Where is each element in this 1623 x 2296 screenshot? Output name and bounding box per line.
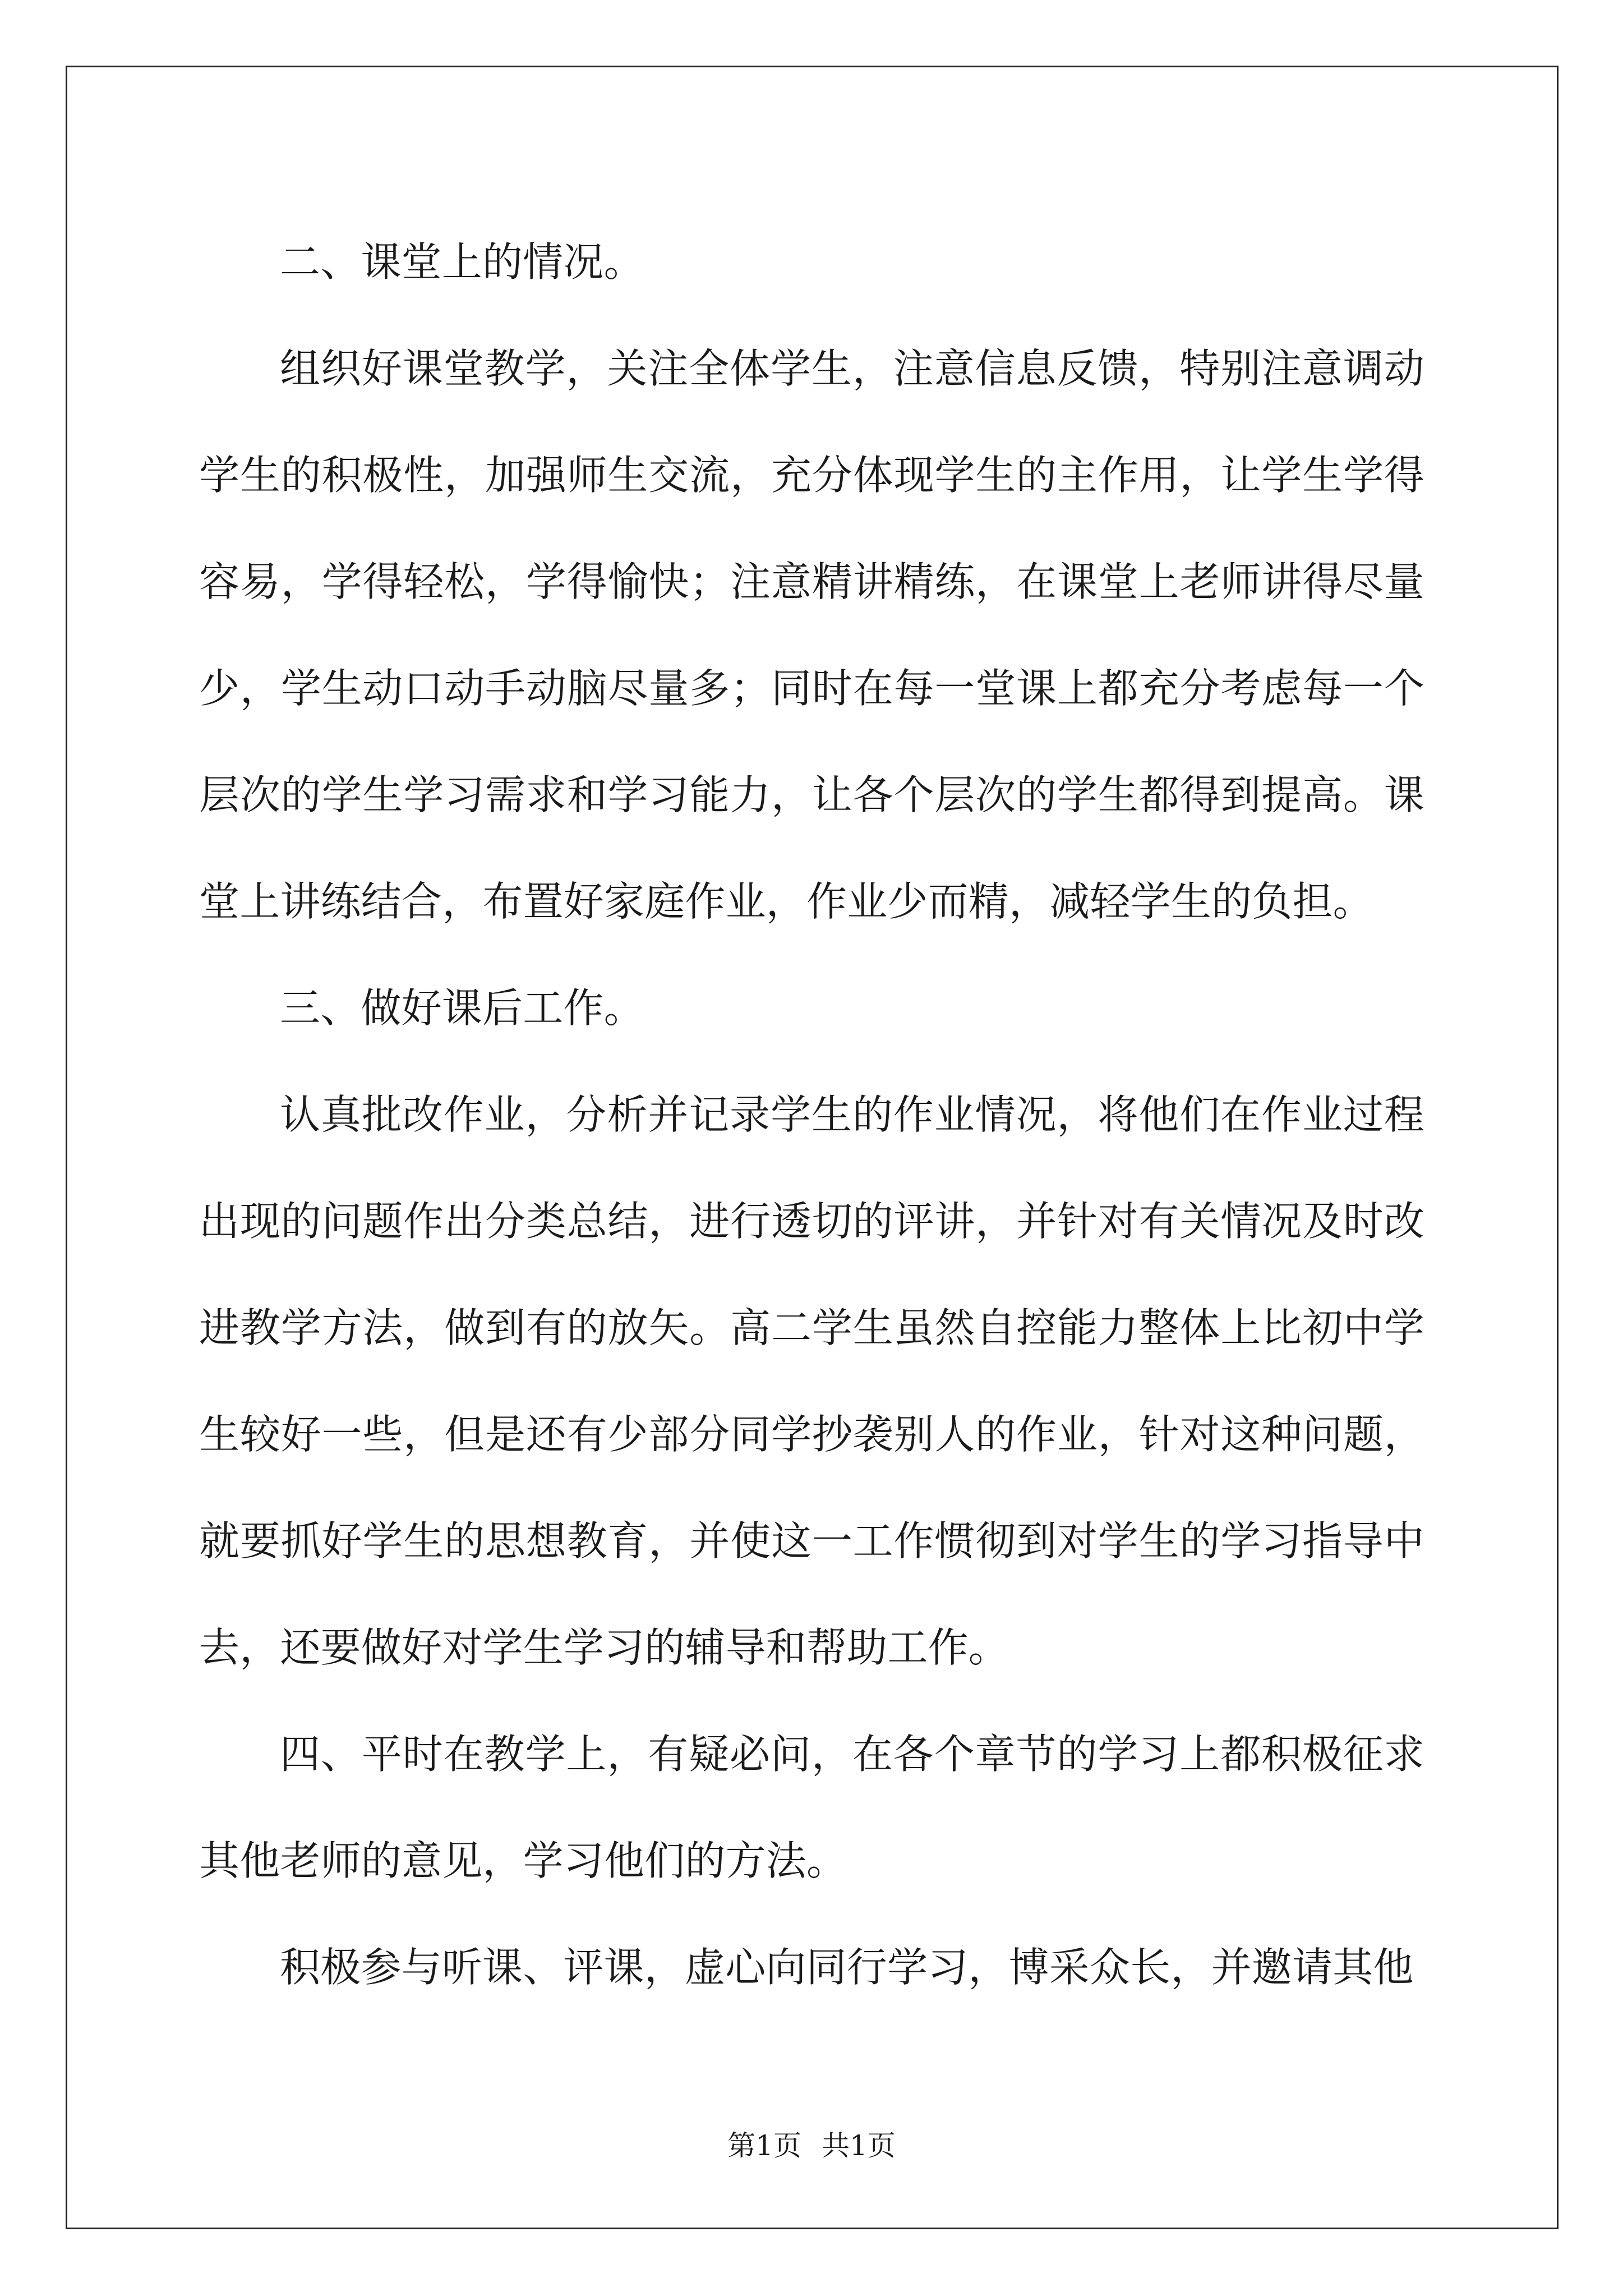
- paragraph-homework-correction: 认真批改作业，分析并记录学生的作业情况，将他们在作业过程出现的问题作出分类总结，进行透切的评讲，并针对有关情况及时改进教学方法，做到有的放矢。高二学生虽然自控能力整体上比初中学生较好一些，但是还有少部分同学抄袭别人的作业，针对这种问题，就要抓好学生的思想教育，并使这一工作惯彻到对学生的学习指导中去，还要做好对学生学习的辅导和帮助工作。: [199, 1091, 1424, 1671]
- section-heading-after-class: 三、做好课后工作。: [280, 984, 644, 1032]
- page-total: 共1页: [822, 2129, 896, 2162]
- page-number: 第1页: [727, 2129, 801, 2162]
- section-heading-daily-teaching: 四、平时在教学上，有疑必问，在各个章节的学习上都积极征求其他老师的意见，学习他们的方法。: [199, 1731, 1424, 1884]
- section-heading-classroom: 二、课堂上的情况。: [280, 238, 644, 286]
- paragraph-classroom-teaching: 组织好课堂教学，关注全体学生，注意信息反馈，特别注意调动学生的积极性，加强师生交流，充分体现学生的主作用，让学生学得容易，学得轻松，学得愉快；注意精讲精练，在课堂上老师讲得尽量少，学生动口动手动脑尽量多；同时在每一堂课上都充分考虑每一个层次的学生学习需求和学习能力，让各个层次的学生都得到提高。课堂上讲练结合，布置好家庭作业，作业少而精，减轻学生的负担。: [199, 345, 1424, 925]
- document-body: [199, 209, 1424, 2021]
- page-footer: [0, 2129, 1623, 2162]
- paragraph-lesson-observation: 积极参与听课、评课，虚心向同行学习，博采众长，并邀请其他: [280, 1944, 1414, 1991]
